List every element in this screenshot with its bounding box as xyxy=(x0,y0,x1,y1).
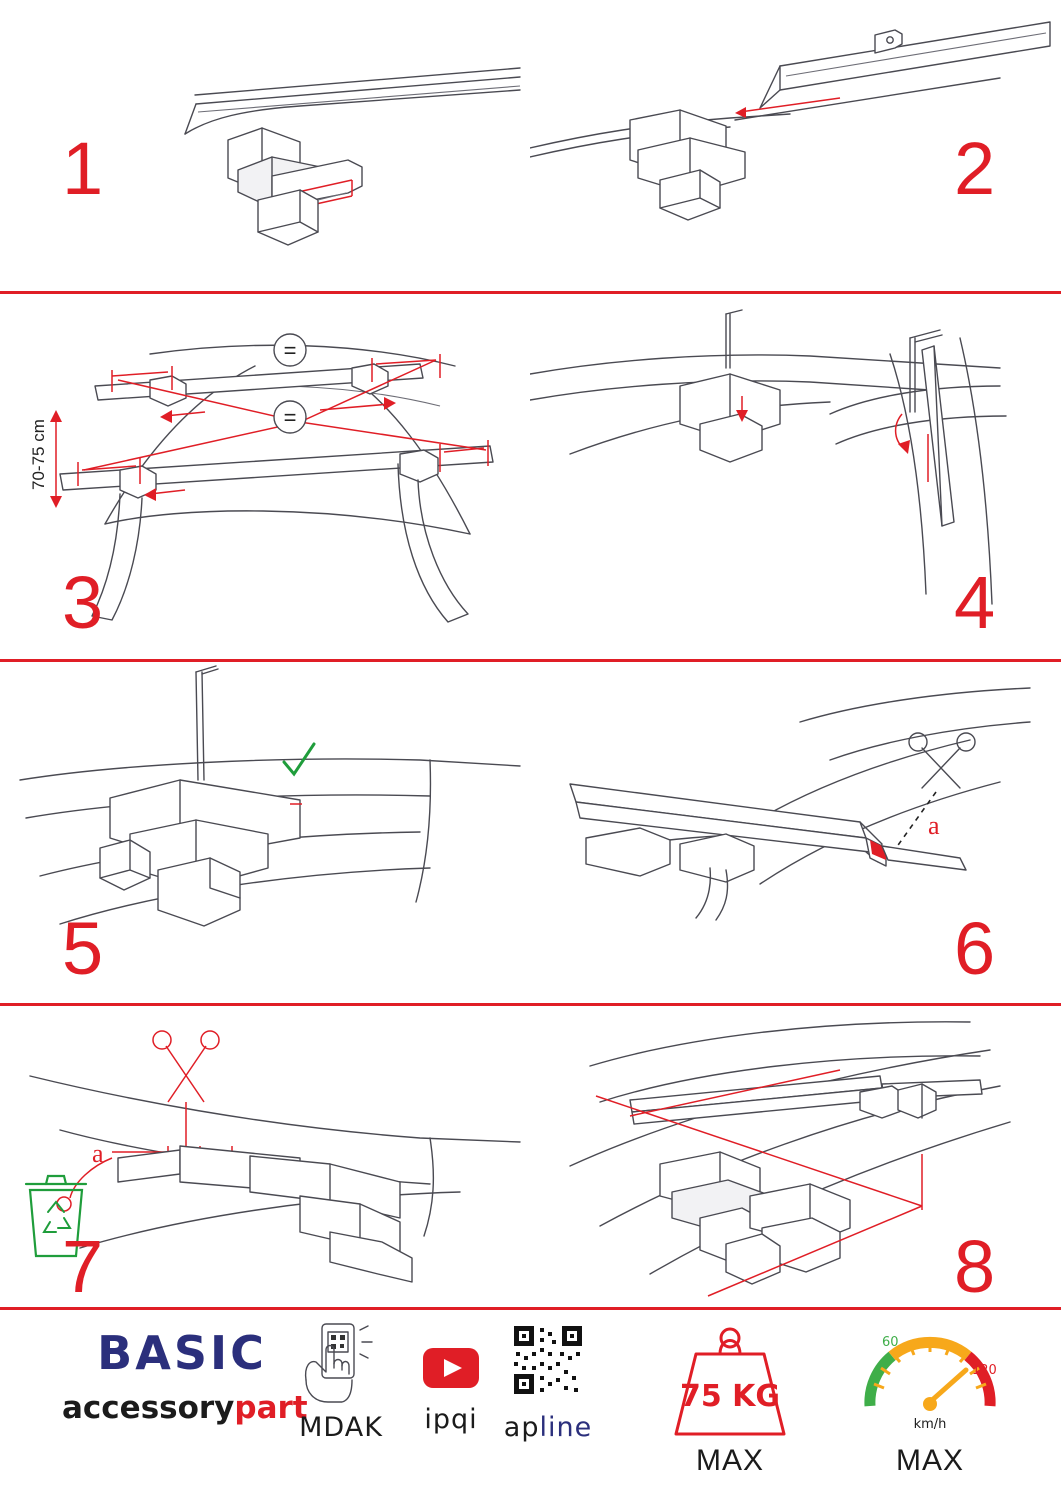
step-1-number: 1 xyxy=(62,127,104,210)
brand-title: BASIC xyxy=(97,1326,267,1380)
brand-name-prefix: accessory xyxy=(62,1390,235,1426)
equal-mark-top: = xyxy=(283,338,297,363)
max-speed-block xyxy=(840,1314,1020,1478)
qr-code-icon[interactable] xyxy=(478,1318,618,1406)
hand-phone-qr-icon xyxy=(286,1320,396,1406)
step-3-panel xyxy=(0,294,530,659)
step-7-number: 7 xyxy=(62,1225,104,1307)
callout-a-label: a xyxy=(928,811,940,840)
step-4-panel xyxy=(530,294,1061,659)
callout-a-label: a xyxy=(92,1139,104,1168)
step-7-panel xyxy=(0,1006,530,1307)
gauge-tick-60: 60 xyxy=(882,1335,899,1350)
logo-mdak-label xyxy=(286,1412,396,1443)
speedometer-icon xyxy=(840,1314,1020,1444)
gauge-tick-120: 120 xyxy=(972,1363,997,1378)
step-5-panel xyxy=(0,662,530,1003)
max-load-block xyxy=(640,1314,820,1478)
step-6-panel xyxy=(530,662,1061,1003)
brand-block xyxy=(62,1326,308,1426)
step-3-number: 3 xyxy=(62,561,104,644)
apline-prefix: ap xyxy=(503,1412,540,1443)
logo-ipqi-label: ipqi xyxy=(424,1404,478,1435)
step-8-number: 8 xyxy=(954,1225,996,1307)
mdak-suffix: AK xyxy=(344,1412,383,1443)
footer xyxy=(0,1310,1061,1500)
max-load-caption: MAX xyxy=(695,1444,764,1477)
logo-mdak xyxy=(286,1320,396,1443)
gauge-unit: km/h xyxy=(913,1417,947,1432)
logo-apline xyxy=(478,1318,618,1443)
weight-icon xyxy=(640,1314,820,1444)
scissors-icon-red xyxy=(153,1031,219,1102)
step-8-panel xyxy=(530,1006,1061,1307)
dimension-label: 70-75 cm xyxy=(29,419,48,490)
brand-name xyxy=(62,1390,308,1426)
logo-apline-label xyxy=(478,1412,618,1443)
max-load-value: 75 KG xyxy=(679,1379,781,1414)
step-2-panel xyxy=(530,0,1061,291)
max-speed-caption: MAX xyxy=(895,1444,964,1477)
step-1-panel xyxy=(0,0,530,291)
apline-suffix: line xyxy=(539,1412,593,1443)
equal-mark-bottom: = xyxy=(283,405,297,430)
step-5-number: 5 xyxy=(62,907,104,990)
step-4-number: 4 xyxy=(954,561,996,644)
step-2-number: 2 xyxy=(954,127,996,210)
brand-name-suffix: part xyxy=(234,1390,308,1426)
step-6-number: 6 xyxy=(954,907,996,990)
mdak-prefix: MD xyxy=(299,1412,345,1443)
